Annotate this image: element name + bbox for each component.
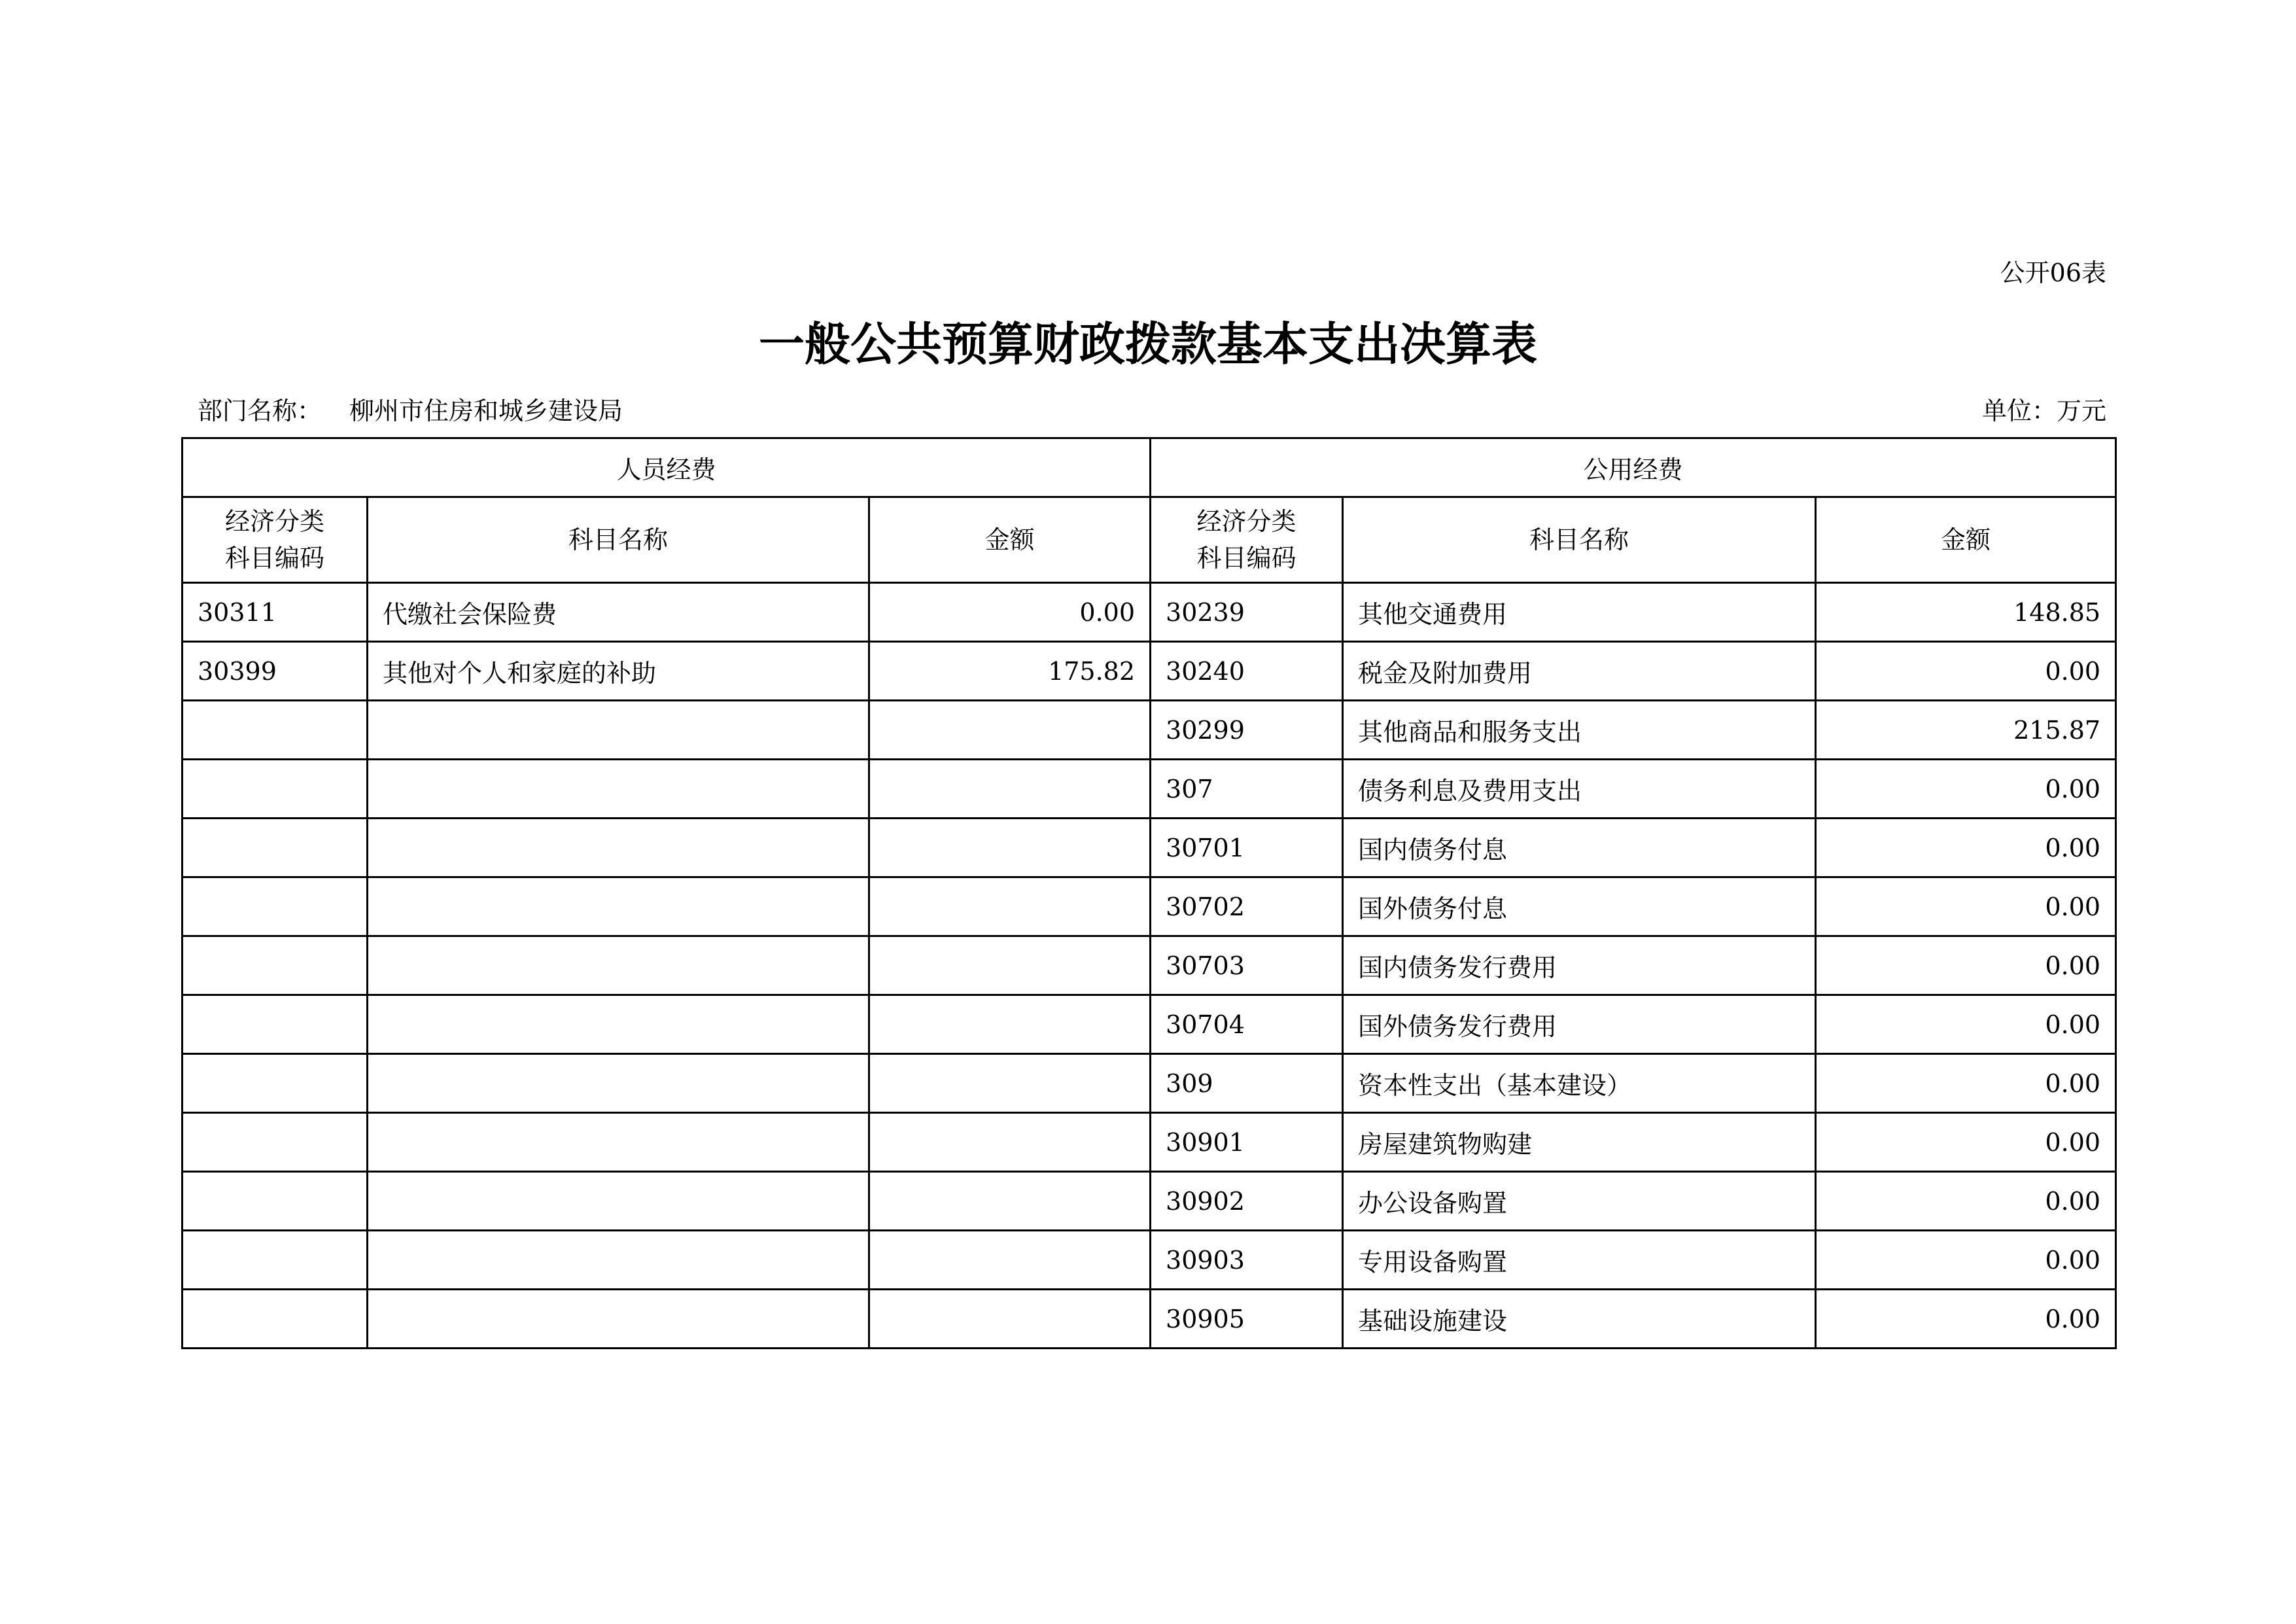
left-name-header: 科目名称 [368, 497, 869, 583]
personnel-amount-cell [869, 1113, 1151, 1172]
table-row [183, 936, 2116, 995]
personnel-code-cell [183, 1054, 368, 1113]
public-code-cell: 307 [1151, 760, 1343, 819]
personnel-code-cell [183, 877, 368, 936]
public-item-name-cell: 税金及附加费用 [1343, 642, 1816, 701]
public-amount-cell: 0.00 [1816, 1231, 2116, 1290]
public-amount-cell: 0.00 [1816, 1054, 2116, 1113]
department-name: 柳州市住房和城乡建设局 [349, 397, 623, 425]
public-item-name-cell: 债务利息及费用支出 [1343, 760, 1816, 819]
public-item-name-cell: 国内债务付息 [1343, 819, 1816, 877]
right-code-header-line1: 经济分类 [1196, 507, 1296, 536]
public-code-cell: 30902 [1151, 1172, 1343, 1231]
public-code-cell: 30701 [1151, 819, 1343, 877]
public-expense-header: 公用经费 [1151, 438, 2116, 497]
department-line [198, 395, 623, 427]
public-code-cell: 30703 [1151, 936, 1343, 995]
public-code-cell: 30239 [1151, 583, 1343, 642]
personnel-item-name-cell [368, 701, 869, 760]
personnel-amount-cell [869, 819, 1151, 877]
personnel-amount-cell [869, 1290, 1151, 1349]
table-row [183, 1172, 2116, 1231]
public-code-cell: 30240 [1151, 642, 1343, 701]
public-item-name-cell: 国内债务发行费用 [1343, 936, 1816, 995]
personnel-item-name-cell [368, 1113, 869, 1172]
public-amount-cell: 0.00 [1816, 642, 2116, 701]
public-amount-cell: 0.00 [1816, 1113, 2116, 1172]
personnel-code-cell [183, 995, 368, 1054]
budget-table [181, 437, 2117, 1349]
public-amount-cell: 0.00 [1816, 936, 2116, 995]
public-item-name-cell: 其他商品和服务支出 [1343, 701, 1816, 760]
personnel-item-name-cell [368, 1054, 869, 1113]
table-row [183, 877, 2116, 936]
personnel-item-name-cell [368, 760, 869, 819]
personnel-code-cell [183, 1231, 368, 1290]
personnel-amount-cell [869, 1231, 1151, 1290]
public-amount-cell: 215.87 [1816, 701, 2116, 760]
public-amount-cell: 0.00 [1816, 1290, 2116, 1349]
personnel-amount-cell [869, 701, 1151, 760]
public-code-cell: 30704 [1151, 995, 1343, 1054]
personnel-item-name-cell [368, 1290, 869, 1349]
personnel-amount-cell [869, 1054, 1151, 1113]
table-row [183, 642, 2116, 701]
personnel-amount-cell: 0.00 [869, 583, 1151, 642]
form-number: 公开06表 [2000, 258, 2106, 287]
public-code-cell: 30299 [1151, 701, 1343, 760]
personnel-code-cell [183, 819, 368, 877]
personnel-expense-header: 人员经费 [183, 438, 1151, 497]
table-row [183, 1113, 2116, 1172]
personnel-code-cell [183, 1113, 368, 1172]
table-row [183, 583, 2116, 642]
public-item-name-cell: 房屋建筑物购建 [1343, 1113, 1816, 1172]
public-code-cell: 30905 [1151, 1290, 1343, 1349]
public-amount-cell: 0.00 [1816, 877, 2116, 936]
public-amount-cell: 0.00 [1816, 995, 2116, 1054]
right-amount-header: 金额 [1816, 497, 2116, 583]
left-code-header [183, 497, 368, 583]
personnel-amount-cell [869, 760, 1151, 819]
public-item-name-cell: 资本性支出（基本建设） [1343, 1054, 1816, 1113]
left-code-header-line1: 经济分类 [224, 507, 324, 536]
table-row [183, 701, 2116, 760]
column-header-row [183, 497, 2116, 583]
personnel-item-name-cell [368, 1231, 869, 1290]
personnel-code-cell [183, 760, 368, 819]
public-amount-cell: 0.00 [1816, 819, 2116, 877]
personnel-code-cell: 30399 [183, 642, 368, 701]
left-amount-header: 金额 [869, 497, 1151, 583]
public-item-name-cell: 国外债务付息 [1343, 877, 1816, 936]
personnel-code-cell: 30311 [183, 583, 368, 642]
public-item-name-cell: 专用设备购置 [1343, 1231, 1816, 1290]
public-amount-cell: 0.00 [1816, 1172, 2116, 1231]
left-code-header-line2: 科目编码 [224, 544, 324, 573]
public-code-cell: 30901 [1151, 1113, 1343, 1172]
table-row [183, 819, 2116, 877]
public-item-name-cell: 办公设备购置 [1343, 1172, 1816, 1231]
public-item-name-cell: 基础设施建设 [1343, 1290, 1816, 1349]
personnel-amount-cell [869, 1172, 1151, 1231]
personnel-amount-cell [869, 936, 1151, 995]
personnel-item-name-cell [368, 995, 869, 1054]
public-code-cell: 309 [1151, 1054, 1343, 1113]
personnel-code-cell [183, 936, 368, 995]
personnel-item-name-cell [368, 936, 869, 995]
personnel-amount-cell: 175.82 [869, 642, 1151, 701]
personnel-item-name-cell [368, 819, 869, 877]
table-row [183, 1290, 2116, 1349]
personnel-code-cell [183, 1290, 368, 1349]
table-row [183, 760, 2116, 819]
public-amount-cell: 148.85 [1816, 583, 2116, 642]
personnel-item-name-cell: 其他对个人和家庭的补助 [368, 642, 869, 701]
table-row [183, 1231, 2116, 1290]
public-item-name-cell: 其他交通费用 [1343, 583, 1816, 642]
right-name-header: 科目名称 [1343, 497, 1816, 583]
public-item-name-cell: 国外债务发行费用 [1343, 995, 1816, 1054]
table-row [183, 1054, 2116, 1113]
table-row [183, 995, 2116, 1054]
department-label: 部门名称： [198, 397, 322, 425]
public-code-cell: 30702 [1151, 877, 1343, 936]
personnel-code-cell [183, 1172, 368, 1231]
personnel-item-name-cell [368, 1172, 869, 1231]
page-title: 一般公共预算财政拨款基本支出决算表 [759, 317, 1537, 371]
right-code-header-line2: 科目编码 [1196, 544, 1296, 573]
public-code-cell: 30903 [1151, 1231, 1343, 1290]
personnel-code-cell [183, 701, 368, 760]
personnel-item-name-cell [368, 877, 869, 936]
personnel-amount-cell [869, 995, 1151, 1054]
personnel-amount-cell [869, 877, 1151, 936]
public-amount-cell: 0.00 [1816, 760, 2116, 819]
section-header-row [183, 438, 2116, 497]
right-code-header [1151, 497, 1343, 583]
unit-label: 单位：万元 [1981, 397, 2106, 425]
personnel-item-name-cell: 代缴社会保险费 [368, 583, 869, 642]
